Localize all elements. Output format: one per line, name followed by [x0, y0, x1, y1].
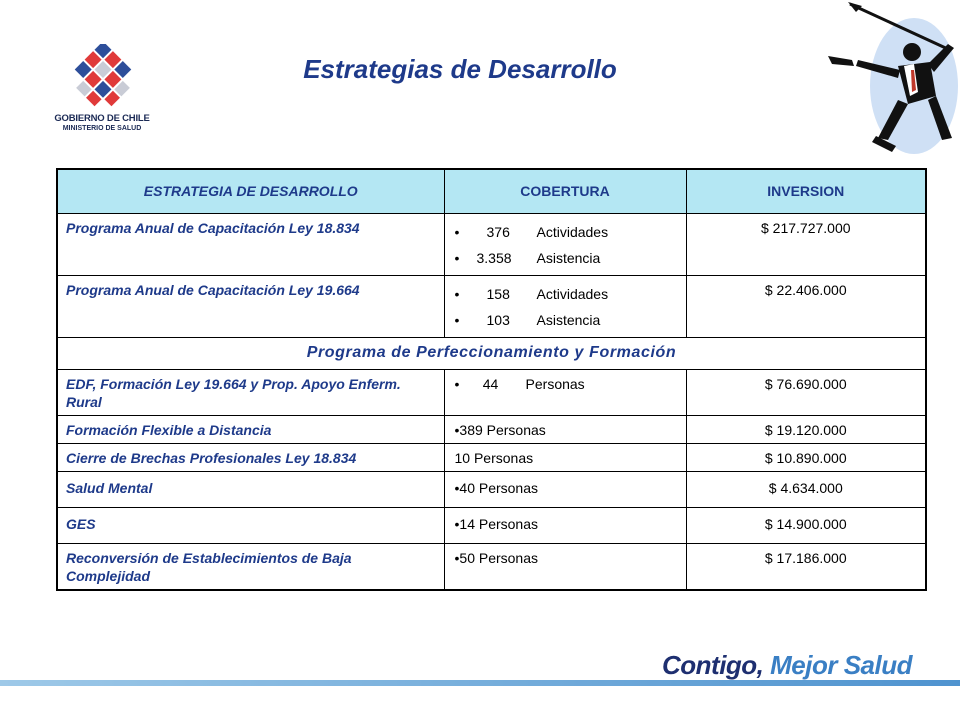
coverage-list [455, 219, 678, 271]
coverage-cell: •14 Personas [444, 507, 686, 543]
coverage-label: Actividades [536, 285, 609, 302]
coverage-list [455, 281, 678, 333]
strategy-cell: Salud Mental [57, 471, 444, 507]
investment-cell: $ 76.690.000 [686, 369, 926, 415]
investment-cell: $ 4.634.000 [686, 471, 926, 507]
investment-cell: $ 19.120.000 [686, 415, 926, 443]
strategy-cell: Formación Flexible a Distancia [57, 415, 444, 443]
strategy-cell: Cierre de Brechas Profesionales Ley 18.834 [57, 443, 444, 471]
investment-cell: $ 22.406.000 [686, 275, 926, 337]
logo-text-ministerio: MINISTERIO DE SALUD [62, 125, 142, 132]
table-row [57, 471, 926, 507]
table-row [57, 369, 926, 415]
list-item: • 376 Actividades [455, 219, 678, 245]
slogan-part-mejor-salud: Mejor Salud [763, 650, 912, 680]
coverage-label: Asistencia [536, 249, 601, 266]
coverage-number: 376 [486, 223, 510, 240]
coverage-cell: •389 Personas [444, 415, 686, 443]
strategy-cell: GES [57, 507, 444, 543]
coverage-cell: •40 Personas [444, 471, 686, 507]
coverage-number: 103 [486, 311, 510, 328]
investment-cell: $ 14.900.000 [686, 507, 926, 543]
chile-star-logo-icon [58, 44, 148, 110]
table-row [57, 275, 926, 337]
slogan-part-contigo: Contigo, [662, 650, 764, 680]
table-row [57, 415, 926, 443]
list-item: • 158 Actividades [455, 281, 678, 307]
table-row [57, 213, 926, 275]
javelin-thrower-figure [818, 0, 960, 160]
coverage-cell: • 44 Personas [444, 369, 686, 415]
footer-divider [0, 680, 960, 686]
coverage-cell: •50 Personas [444, 543, 686, 590]
list-item: • 103 Asistencia [455, 307, 678, 333]
investment-cell: $ 17.186.000 [686, 543, 926, 590]
coverage-number: 158 [486, 285, 510, 302]
investment-cell: $ 217.727.000 [686, 213, 926, 275]
coverage-cell [444, 213, 686, 275]
table-header-row [57, 169, 926, 213]
strategy-cell: EDF, Formación Ley 19.664 y Prop. Apoyo Enferm. Rural [57, 369, 444, 415]
coverage-cell [444, 275, 686, 337]
strategy-cell: Programa Anual de Capacitación Ley 19.664 [57, 275, 444, 337]
gobierno-logo [46, 44, 166, 140]
coverage-number: 3.358 [476, 249, 512, 266]
table-row [57, 543, 926, 590]
logo-text-gobierno: GOBIERNO DE CHILE [54, 113, 150, 124]
column-header-strategy: ESTRATEGIA DE DESARROLLO [57, 169, 444, 213]
table-row [57, 443, 926, 471]
page-title: Estrategias de Desarrollo [303, 54, 617, 84]
column-header-coverage: COBERTURA [444, 169, 686, 213]
section-header-row [57, 337, 926, 369]
strategy-cell: Programa Anual de Capacitación Ley 18.834 [57, 213, 444, 275]
investment-cell: $ 10.890.000 [686, 443, 926, 471]
strategies-table [56, 168, 927, 591]
list-item: • 3.358 Asistencia [455, 245, 678, 271]
strategy-cell: Reconversión de Establecimientos de Baja Complejidad [57, 543, 444, 590]
coverage-label: Actividades [536, 223, 609, 240]
section-title: Programa de Perfeccionamiento y Formación [57, 337, 926, 369]
table-row [57, 507, 926, 543]
column-header-investment: INVERSION [686, 169, 926, 213]
javelin-thrower-icon [818, 0, 960, 160]
coverage-cell: 10 Personas [444, 443, 686, 471]
footer-slogan [662, 650, 912, 681]
coverage-label: Asistencia [536, 311, 601, 328]
